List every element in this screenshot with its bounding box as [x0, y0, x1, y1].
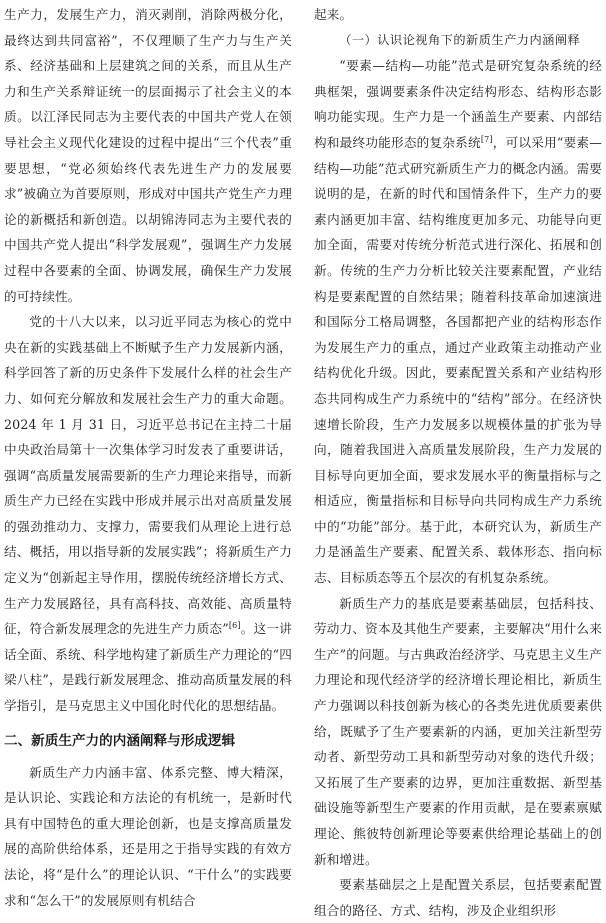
paragraph-6: 要素基础层之上是配置关系层，包括要素配置组合的路径、方式、结构，涉及企业组织形: [314, 877, 602, 918]
paragraph-2-text-a: 党的十八大以来，以习近平同志为核心的党中央在新的实践基础上不断赋予生产力发展新内涵，科学回答了新的历史条件下发展什么样的社会生产力、如何充分解放和发展社会生产力的重大命题。2024 年 1 月 31 日，习近平总书记在主持二十届中央政治局第十一次集体学习时发表了重要讲话，强调“高质量发展需要新的生产力理论来指导，而新质生产力已经在实践中形成并展示出对高质量发展的强劲推动力、支撑力，需要我们从理论上进行总结、概括，用以指导新的发展实践”；将新质生产力定义为“创新起主导作用，摆脱传统经济增长方式、生产力发展路径，具有高科技、高效能、高质量特征，符合新发展理念的先进生产力质态”: [4, 314, 292, 637]
left-column: [4, 2, 292, 913]
paragraph-5: 新质生产力的基底是要素基础层，包括科技、劳动力、资本及其他生产要素，主要解决“用什么来生产”的问题。与古典政治经济学、马克思主义生产力理论和现代经济学的经济增长理论相比，新质生产力强调以科技创新为核心的各类先进优质要素供给，既赋予了生产要素新的内涵，更加关注新型劳动者、新型劳动工具和新型劳动对象的迭代升级；又拓展了生产要素的边界，更加注重数据、新型基础设施等新型生产要素的作用贡献，是在要素禀赋理论、熊彼特创新理论等要素供给理论基础上的创新和增进。: [314, 595, 602, 867]
paragraph-4-text-b: ，可以采用“要素—结构—功能”范式研究新质生产力的概念内涵。需要说明的是，在新的时代和国情条件下，生产力的要素内涵更加丰富、结构维度更加多元、功能导向更加全面，需要对传统分析范式进行深化、拓展和创新。传统的生产力分析比较关注要素配置，产业结构是要素配置的自然结果；随着科技革命加速演进和国际分工格局调整，各国都把产业的结构形态作为发展生产力的重点，通过产业政策主动推动产业结构优化升级。因此，要素配置关系和产业结构形态共同构成生产力系统中的“结构”部分。在经济快速增长阶段，生产力发展多以规模体量的扩张为导向，随着我国进入高质量发展阶段，生产力发展的目标导向更加全面，要求发展水平的衡量指标与之相适应，衡量指标和目标导向共同构成生产力系统中的“功能”部分。基于此，本研究认为，新质生产力是涵盖生产要素、配置关系、载体形态、指向标志、目标质态等五个层次的有机复杂系统。: [314, 134, 602, 586]
section-heading: 二、新质生产力的内涵阐释与形成逻辑: [4, 732, 236, 749]
paragraph-2: [4, 309, 292, 719]
paragraph-2-text-b: 。这一讲话全面、系统、科学地构建了新质生产力理论的“四梁八柱”，是践行新发展理念、推动高质量发展的科学指引，是马克思主义中国化时代化的思想结晶。: [4, 621, 292, 714]
right-column: [314, 2, 602, 923]
paragraph-3: 新质生产力内涵丰富、体系完整、博大精深，是认识论、实践论和方法论的有机统一，是新时代具有中国特色的重大理论创新，也是支撑高质量发展的高阶供给体系，还是用之于指导实践的有效方法论，将“是什么”的理论认识、“干什么”的实践要求和“怎么干”的发展原则有机结合: [4, 764, 292, 908]
paragraph-continuation: 起来。: [314, 7, 353, 22]
subsection-heading: （一）认识论视角下的新质生产力内涵阐释: [339, 32, 581, 47]
citation-7: [7]: [480, 134, 493, 144]
paragraph-4-text-a: “要素—结构—功能”范式是研究复杂系统的经典框架，强调要素条件决定结构形态、结构形态影响功能实现。生产力是一个涵盖生产要素、内部结构和最终功能形态的复杂系统: [314, 58, 602, 150]
paragraph-1: 生产力，发展生产力，消灭剥削，消除两极分化，最终达到共同富裕”，不仅理顺了生产力与生产关系、经济基础和上层建筑之间的关系，而且从生产力和生产关系辩证统一的层面揭示了社会主义的本质。以江泽民同志为主要代表的中国共产党人在领导社会主义现代化建设的过程中提出“三个代表”重要思想，“党必须始终代表先进生产力的发展要求”被确立为首要原则，形成对中国共产党生产力理论的新概括和新创造。以胡锦涛同志为主要代表的中国共产党人提出“科学发展观”，强调生产力发展过程中各要素的全面、协调发展，确保生产力发展的可持续性。: [4, 7, 292, 304]
paragraph-4: [314, 53, 602, 590]
citation-6: [6]: [228, 621, 241, 631]
